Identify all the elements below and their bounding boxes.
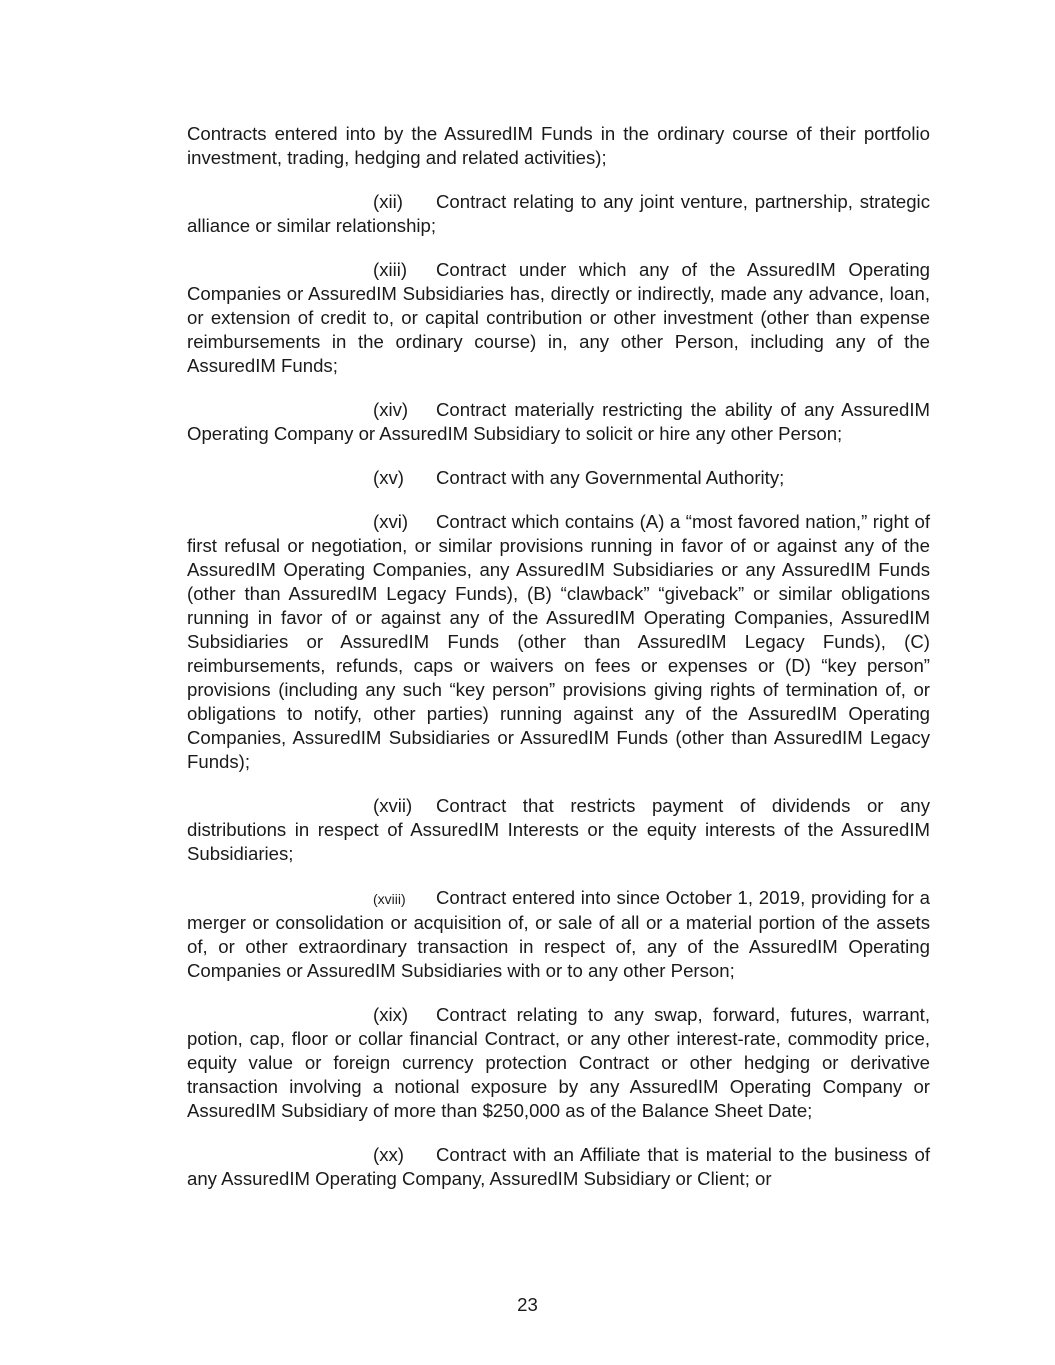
clause-xx: [187, 1143, 930, 1191]
clause-text: Contract entered into since October 1, 2019, providing for a merger or consolidation or acquisition of, or sale of all or a material portion of the assets of, or other extraordinary transaction in respect of, any of the AssuredIM Operating Companies or AssuredIM Subsidiaries with or to any other Person;: [187, 887, 930, 981]
page-number: 23: [517, 1294, 538, 1315]
clause-number: (xviii): [373, 891, 406, 907]
clause-xii: [187, 190, 930, 238]
clause-text: Contract relating to any swap, forward, futures, warrant, potion, cap, floor or collar financial Contract, or any other interest-rate, commodity price, equity value or foreign currency protection Contract or other hedging or derivative transaction involving a notional exposure by any AssuredIM Operating Company or AssuredIM Subsidiary of more than $250,000 as of the Balance Sheet Date;: [187, 1004, 930, 1121]
lead-paragraph: Contracts entered into by the AssuredIM Funds in the ordinary course of their portfolio investment, trading, hedging and related activities);: [187, 123, 930, 168]
clause-text: Contract that restricts payment of dividends or any distributions in respect of AssuredIM Interests or the equity interests of the AssuredIM Subsidiaries;: [187, 795, 930, 864]
clause-number: (xix): [373, 1004, 409, 1025]
clause-text: Contract under which any of the AssuredIM Operating Companies or AssuredIM Subsidiaries has, directly or indirectly, made any advance, loan, or extension of credit to, or capital contribution or other investment (other than expense reimbursements in the ordinary course) in, any other Person, including any of the AssuredIM Funds;: [187, 259, 930, 376]
clause-xix: [187, 1003, 930, 1123]
clause-number: (xiv): [373, 399, 409, 420]
clause-xvi: [187, 510, 930, 774]
clause-xiv: [187, 398, 930, 446]
clause-xiii: [187, 258, 930, 378]
clause-number: (xii): [373, 191, 403, 212]
clause-text: Contract with an Affiliate that is material to the business of any AssuredIM Operating Company, AssuredIM Subsidiary or Client; or: [187, 1144, 930, 1189]
clause-text: Contract which contains (A) a “most favored nation,” right of first refusal or negotiation, or similar provisions running in favor of or against any of the AssuredIM Operating Companies, any AssuredIM Subsidiaries or any AssuredIM Funds (other than AssuredIM Legacy Funds), (B) “clawback” “giveback” or similar obligations running in favor of or against any of the AssuredIM Operating Companies, AssuredIM Subsidiaries or AssuredIM Funds (other than AssuredIM Legacy Funds), (C) reimbursements, refunds, caps or waivers on fees or expenses or (D) “key person” provisions (including any such “key person” provisions giving rights of termination of, or obligations to notify, other parties) running against any of the AssuredIM Operating Companies, AssuredIM Subsidiaries or AssuredIM Funds (other than AssuredIM Legacy Funds);: [187, 511, 930, 772]
clause-number: (xiii): [373, 259, 408, 280]
clause-xviii: [187, 886, 930, 983]
clause-number: (xvi): [373, 511, 409, 532]
clause-text: Contract relating to any joint venture, partnership, strategic alliance or similar relationship;: [187, 191, 930, 236]
clause-xv: [187, 466, 930, 490]
clause-text: Contract with any Governmental Authority;: [436, 467, 785, 488]
document-body: [187, 122, 930, 1211]
clause-number: (xx): [373, 1144, 404, 1165]
clause-number: (xv): [373, 467, 404, 488]
clause-number: (xvii): [373, 795, 413, 816]
clause-text: Contract materially restricting the ability of any AssuredIM Operating Company or AssuredIM Subsidiary to solicit or hire any other Person;: [187, 399, 930, 444]
clause-xvii: [187, 794, 930, 866]
